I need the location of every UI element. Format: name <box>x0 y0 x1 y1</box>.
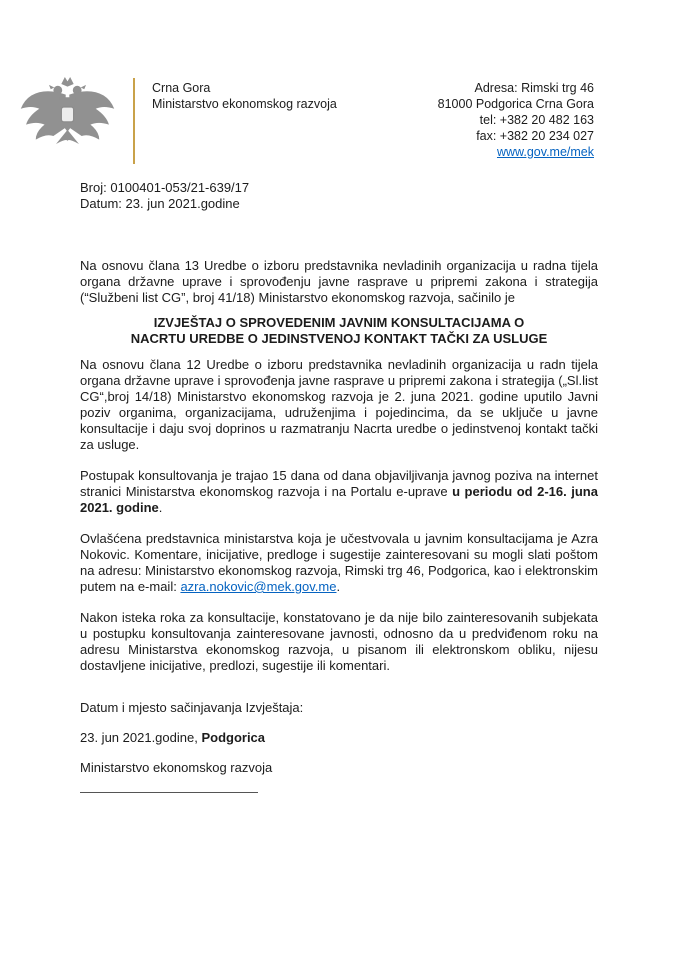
org-block <box>152 80 337 112</box>
address-line-1: Adresa: Rimski trg 46 <box>474 81 594 95</box>
paragraph-public-call: Na osnovu člana 12 Uredbe o izboru predstavnika nevladinih organizacija u radn tijela organa državne uprave i sprovođenja javne rasprave u pripremi zakona i strategija („Sl.list CG“,broj 14/18) Ministarstvo ekonomskog razvoja je 2. juna 2021. godine uputilo Javni poziv organima, organizacijama, udruženjima i pojedincima, da se uključe u javne konsultacije i daju svoj doprinos u razmatranju Nacrta uredbe o jedinstvenoj kontakt tački za usluge. <box>80 357 598 452</box>
fax-line: fax: +382 20 234 027 <box>476 129 594 143</box>
paragraph-conclusion: Nakon isteka roka za konsultacije, konstatovano je da nije bilo zainteresovanih subjekata u postupku konsultovanja zainteresovane javnosti, odnosno da u predviđenom roku na adresu Ministarstva ekonomskog razvoja, u pisanom ili elektronskom obliku, nijesu dostavljene inicijative, predlozi, sugestije ili komentari. <box>80 610 598 673</box>
closing-place: Podgorica <box>201 730 266 745</box>
closing-date: 23. jun 2021.godine, <box>80 730 198 745</box>
intro-paragraph: Na osnovu člana 13 Uredbe o izboru predstavnika nevladinih organizacija u radna tijela organa državne uprave i sprovođenju javne rasprave u pripremi zakona i strategija (“Službeni list CG”, broj 41/18) Ministarstvo ekonomskog razvoja, sačinilo je <box>80 258 598 305</box>
org-ministry: Ministarstvo ekonomskog razvoja <box>152 97 337 111</box>
document-meta <box>80 180 598 212</box>
letterhead <box>0 0 679 170</box>
consultation-period-bold: u periodu od 2-16. juna 2021. godine <box>80 484 598 515</box>
title-line-2: NACRTU UREDBE O JEDINSTVENOJ KONTAKT TAČKI ZA USLUGE <box>130 331 548 346</box>
consultation-period-endmark: . <box>158 500 163 515</box>
website-link[interactable]: www.gov.me/mek <box>496 145 594 159</box>
org-country: Crna Gora <box>152 81 211 95</box>
address-line-2: 81000 Podgorica Crna Gora <box>437 97 594 111</box>
paragraph-consultation-period <box>80 468 598 516</box>
representative-text: Ovlašćena predstavnica ministarstva koja je učestvovala u javnim konsultacijama je Azra Nokovic. Komentare, inicijative, predloge i sugestije zainteresovani su mogli slati poštom na adresu: Ministarstvo ekonomskog razvoja, Rimski trg 46, Podgorica, kao i elektronskim putem na e-mail: <box>80 531 598 594</box>
document-title <box>80 315 598 347</box>
paragraph-representative <box>80 531 598 595</box>
representative-endmark: . <box>336 579 341 594</box>
consultation-period-text: Postupak konsultovanja je trajao 15 dana od dana objaviljivanja javnog poziva na internet stranici Ministarstva ekonomskog razvoja i na Portalu e-uprave <box>80 468 598 499</box>
document-date: Datum: 23. jun 2021.godine <box>80 196 240 211</box>
email-link[interactable]: azra.nokovic@mek.gov.me <box>180 579 337 594</box>
contact-block <box>438 80 594 160</box>
montenegro-coat-of-arms-icon <box>19 72 116 156</box>
document-number: Broj: 0100401-053/21-639/17 <box>80 180 250 195</box>
closing-date-place <box>80 730 598 746</box>
phone-line: tel: +382 20 482 163 <box>479 113 594 127</box>
title-line-1: IZVJEŠTAJ O SPROVEDENIM JAVNIM KONSULTACIJAMA O <box>153 315 525 330</box>
header-divider <box>133 78 135 164</box>
document-body <box>80 180 598 793</box>
signature-line <box>80 792 258 793</box>
closing-ministry: Ministarstvo ekonomskog razvoja <box>80 760 273 775</box>
closing-label: Datum i mjesto sačinjavanja Izvještaja: <box>80 700 304 715</box>
